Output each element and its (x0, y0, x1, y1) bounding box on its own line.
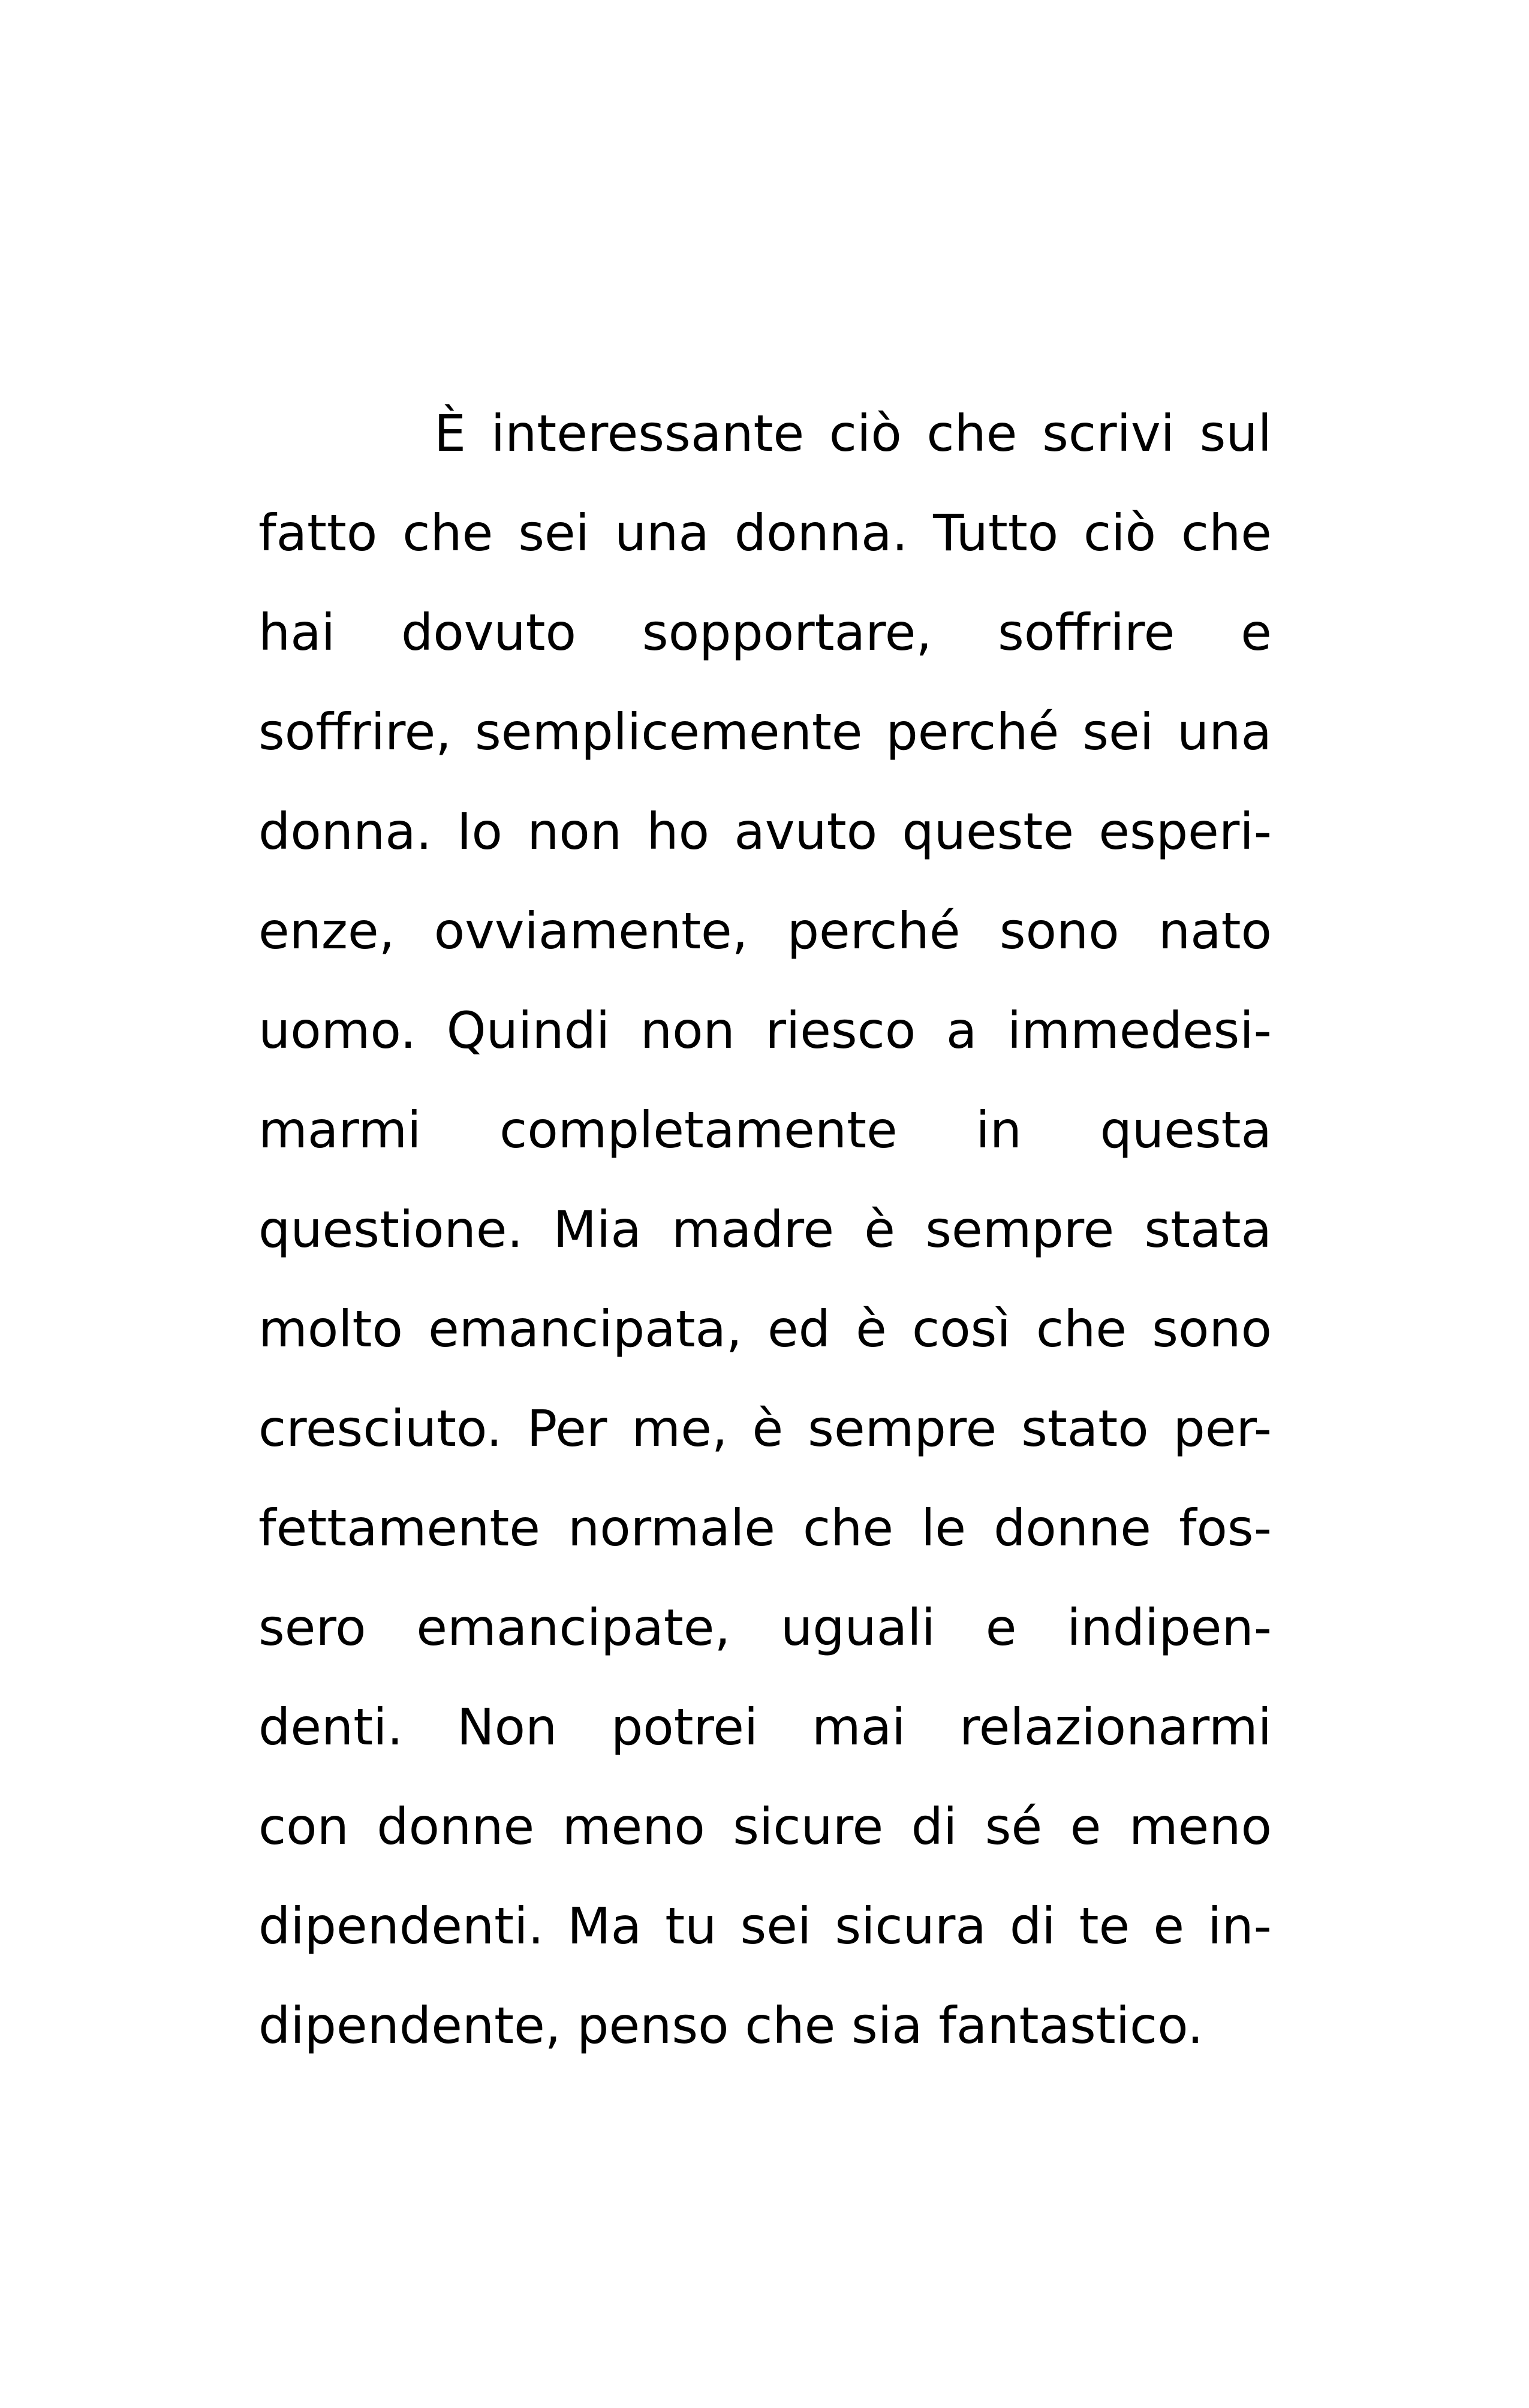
paragraph-line: dipendente, penso che sia fantastico. (258, 1996, 1203, 2055)
paragraph-line: hai dovuto sopportare, soffrire e (258, 603, 1272, 662)
paragraph-line: sero emancipate, uguali e indipen- (258, 1598, 1272, 1657)
paragraph-line: dipendenti. Ma tu sei sicura di te e in- (258, 1897, 1272, 1955)
paragraph-line: donna. Io non ho avuto queste esperi- (258, 802, 1272, 861)
paragraph-line: molto emancipata, ed è così che sono (258, 1300, 1272, 1358)
paragraph-line: marmi completamente in questa (258, 1101, 1272, 1159)
paragraph-line: denti. Non potrei mai relazionarmi (258, 1698, 1272, 1756)
paragraph-line: È interessante ciò che scrivi sul (434, 404, 1272, 463)
paragraph-line: uomo. Quindi non riesco a immedesi- (258, 1001, 1272, 1060)
paragraph-line: soffrire, semplicemente perché sei una (258, 703, 1272, 761)
paragraph-line: cresciuto. Per me, è sempre stato per- (258, 1399, 1272, 1458)
paragraph-line: fatto che sei una donna. Tutto ciò che (258, 504, 1272, 562)
paragraph-line: enze, ovviamente, perché sono nato (258, 902, 1272, 960)
paragraph-line: con donne meno sicure di sé e meno (258, 1797, 1272, 1856)
paragraph-line: fettamente normale che le donne fos- (258, 1499, 1272, 1557)
body-paragraph (258, 384, 1272, 2075)
paragraph-line: questione. Mia madre è sempre stata (258, 1200, 1272, 1259)
